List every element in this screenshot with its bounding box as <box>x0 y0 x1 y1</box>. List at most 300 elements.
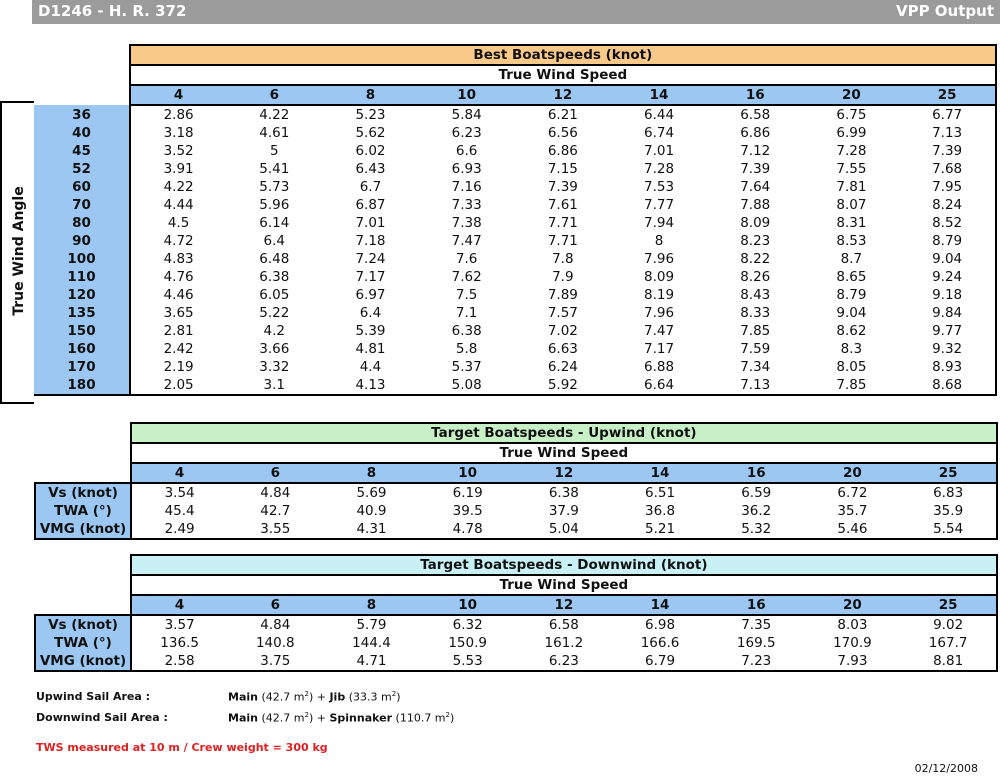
table-cell: 6.51 <box>645 485 676 501</box>
main-area-unit: 2 <box>304 711 309 719</box>
tws-header-row <box>35 595 997 615</box>
measurement-note: TWS measured at 10 m / Crew weight = 300 kg <box>36 741 328 754</box>
tws-column-header: 14 <box>612 463 708 483</box>
best-boatspeeds-table <box>34 44 997 396</box>
table-cell: 9.24 <box>900 268 996 286</box>
table-cell: 5.8 <box>455 341 478 357</box>
row-header: 180 <box>34 376 130 395</box>
table-cell: 8.26 <box>740 269 771 285</box>
table-cell: 36.8 <box>645 503 676 519</box>
downwind-title: Target Boatspeeds - Downwind (knot) <box>131 555 997 575</box>
table-cell: 4.2 <box>263 323 286 339</box>
main-area: (42.7 m <box>261 690 305 704</box>
table-cell: 4.72 <box>163 233 194 249</box>
table-cell: 6.44 <box>644 107 675 123</box>
tws-column-header: 25 <box>901 463 997 483</box>
table-cell: 5 <box>269 143 279 159</box>
table-cell: 7.01 <box>355 215 386 231</box>
table-cell: 9.04 <box>836 305 867 321</box>
table-cell: 42.7 <box>260 503 291 519</box>
tws-column-header: 14 <box>611 85 707 105</box>
row-header: 52 <box>34 160 130 178</box>
table-cell: 5.21 <box>612 520 708 539</box>
table-cell: 7.85 <box>803 376 899 395</box>
table-cell: 7.01 <box>644 143 675 159</box>
table-cell: 7.71 <box>547 233 578 249</box>
table-cell: 4.61 <box>259 125 290 141</box>
table-row <box>34 214 996 232</box>
table-cell: 6.02 <box>355 143 386 159</box>
table-cell: 7.96 <box>644 305 675 321</box>
table-cell: 6.19 <box>452 485 483 501</box>
tws-column-header: 4 <box>131 595 227 615</box>
table-cell: 5.96 <box>259 197 290 213</box>
table-row <box>35 652 997 671</box>
table-cell: 7.55 <box>836 161 867 177</box>
table-cell: 8.19 <box>644 287 675 303</box>
row-header: 110 <box>34 268 130 286</box>
table-cell: 5.41 <box>259 161 290 177</box>
table-cell: 8.79 <box>900 232 996 250</box>
table-row <box>34 250 996 268</box>
table-cell: 6.48 <box>259 251 290 267</box>
tws-column-header: 16 <box>707 85 803 105</box>
table-cell: 8.3 <box>840 341 863 357</box>
table-cell: 6.99 <box>836 125 867 141</box>
tws-column-header: 12 <box>516 595 612 615</box>
table-cell: 6.23 <box>516 652 612 671</box>
table-cell: 4.13 <box>322 376 418 395</box>
table-cell: 4.46 <box>163 287 194 303</box>
table-cell: 4.22 <box>163 179 194 195</box>
table-cell: 169.5 <box>736 635 776 651</box>
row-header: 36 <box>34 105 130 124</box>
main-label: Main <box>228 690 258 704</box>
table-cell: 170.9 <box>833 635 872 651</box>
table-cell: 166.6 <box>640 635 680 651</box>
table-cell: 4.84 <box>260 617 291 633</box>
table-cell: 3.32 <box>259 359 290 375</box>
row-header: 40 <box>34 124 130 142</box>
row-header: 70 <box>34 196 130 214</box>
table-cell: 9.32 <box>900 340 996 358</box>
row-header: 60 <box>34 178 130 196</box>
tws-column-header: 12 <box>515 85 611 105</box>
table-cell: 5.39 <box>355 323 386 339</box>
table-row <box>34 304 996 322</box>
table-cell: 6.38 <box>548 485 579 501</box>
table-cell: 8.09 <box>740 215 771 231</box>
table-cell: 5.73 <box>259 179 290 195</box>
row-header: 80 <box>34 214 130 232</box>
table-cell: 7.9 <box>552 269 574 285</box>
table-cell: 7.16 <box>451 179 482 195</box>
table-cell: 8.68 <box>900 376 996 395</box>
table-cell: 6.05 <box>259 287 290 303</box>
table-cell: 5.08 <box>419 376 515 395</box>
table-cell: 6.58 <box>548 617 579 633</box>
table-cell: 3.18 <box>163 125 194 141</box>
tws-column-header: 12 <box>516 463 612 483</box>
table-cell: 136.5 <box>160 635 199 651</box>
tws-column-header: 8 <box>323 595 419 615</box>
table-cell: 8.43 <box>740 287 771 303</box>
table-cell: 7.68 <box>900 160 996 178</box>
table-cell: 7.13 <box>900 124 996 142</box>
table-cell: 7.94 <box>644 215 675 231</box>
table-cell: 8.09 <box>644 269 675 285</box>
table-cell: 7.57 <box>547 305 578 321</box>
table-cell: 7.77 <box>644 197 675 213</box>
jib-label: Jib <box>329 690 346 704</box>
plus-sign: + <box>316 690 326 704</box>
table-cell: 2.86 <box>163 107 194 123</box>
table-cell: 7.28 <box>836 143 867 159</box>
table-cell: 2.58 <box>131 652 227 671</box>
tws-column-header: 8 <box>322 85 418 105</box>
table-cell: 7.47 <box>451 233 482 249</box>
table-cell: 3.66 <box>259 341 290 357</box>
table-cell: 7.59 <box>740 341 771 357</box>
table-cell: 7.38 <box>451 215 482 231</box>
tws-header-row <box>35 463 997 483</box>
table-cell: 6.38 <box>259 269 290 285</box>
table-cell: 7.95 <box>900 178 996 196</box>
table-cell: 144.4 <box>352 635 391 651</box>
table-cell: 9.02 <box>901 615 997 634</box>
table-row <box>34 196 996 214</box>
table-cell: 7.28 <box>644 161 675 177</box>
table-cell: 4.22 <box>259 107 290 123</box>
main-area-unit: 2 <box>304 690 309 698</box>
true-wind-speed-label: True Wind Speed <box>131 443 997 463</box>
table-cell: 6.4 <box>263 233 286 249</box>
table-cell: 7.24 <box>355 251 386 267</box>
table-row <box>34 268 996 286</box>
table-cell: 5.23 <box>355 107 386 123</box>
table-cell: 2.42 <box>163 341 194 357</box>
table-cell: 6.59 <box>741 485 772 501</box>
table-cell: 3.91 <box>163 161 194 177</box>
row-header: Vs (knot) <box>35 483 131 502</box>
table-cell: 5.84 <box>451 107 482 123</box>
table-row <box>34 358 996 376</box>
spinnaker-label: Spinnaker <box>329 711 393 725</box>
table-cell: 2.19 <box>163 359 194 375</box>
table-row <box>35 483 997 502</box>
table-cell: 8.53 <box>836 233 867 249</box>
tws-column-header: 14 <box>612 595 708 615</box>
table-cell: 7.1 <box>455 305 478 321</box>
table-cell: 6.4 <box>359 305 382 321</box>
table-cell: 7.39 <box>740 161 771 177</box>
table-cell: 8 <box>654 233 664 249</box>
table-cell: 39.5 <box>452 503 483 519</box>
table-row <box>34 124 996 142</box>
table-cell: 40.9 <box>356 503 387 519</box>
table-cell: 7.39 <box>900 142 996 160</box>
title-bar <box>32 0 1000 24</box>
table-cell: 3.1 <box>226 376 322 395</box>
table-cell: 35.9 <box>901 502 997 520</box>
table-cell: 8.31 <box>836 215 867 231</box>
table-cell: 9.84 <box>900 304 996 322</box>
table-row <box>34 105 996 124</box>
table-cell: 4.81 <box>355 341 386 357</box>
row-header: TWA (°) <box>35 502 131 520</box>
table-cell: 6.23 <box>451 125 482 141</box>
tws-column-header: 10 <box>420 595 516 615</box>
row-header: 45 <box>34 142 130 160</box>
table-cell: 7.61 <box>547 197 578 213</box>
spinnaker-area-unit: 2 <box>445 711 450 719</box>
table-cell: 8.07 <box>836 197 867 213</box>
table-cell: 8.62 <box>836 323 867 339</box>
table-cell: 8.05 <box>836 359 867 375</box>
table-cell: 6.98 <box>645 617 676 633</box>
table-cell: 7.23 <box>708 652 804 671</box>
plus-sign: + <box>316 711 326 725</box>
row-header: VMG (knot) <box>35 520 131 539</box>
row-header: 160 <box>34 340 130 358</box>
table-cell: 3.54 <box>164 485 195 501</box>
table-cell: 4.76 <box>163 269 194 285</box>
table-row <box>34 178 996 196</box>
table-cell: 5.32 <box>708 520 804 539</box>
table-row <box>34 322 996 340</box>
upwind-targets-table <box>34 422 998 540</box>
table-cell: 6.77 <box>900 105 996 124</box>
table-cell: 4.78 <box>420 520 516 539</box>
table-cell: 7.64 <box>740 179 771 195</box>
main-area-close: ) <box>308 711 314 725</box>
table-cell: 8.93 <box>900 358 996 376</box>
table-cell: 7.35 <box>741 617 772 633</box>
table-cell: 6.43 <box>355 161 386 177</box>
table-row <box>34 142 996 160</box>
table-cell: 9.18 <box>900 286 996 304</box>
table-cell: 140.8 <box>255 635 295 651</box>
table-cell: 5.69 <box>356 485 387 501</box>
table-cell: 7.12 <box>740 143 771 159</box>
tws-column-header: 10 <box>419 85 515 105</box>
table-cell: 7.53 <box>644 179 675 195</box>
table-cell: 7.89 <box>547 287 578 303</box>
row-header: Vs (knot) <box>35 615 131 634</box>
table-cell: 9.04 <box>900 250 996 268</box>
table-cell: 8.81 <box>901 652 997 671</box>
table-cell: 8.7 <box>840 251 863 267</box>
table-cell: 8.33 <box>740 305 771 321</box>
table-cell: 7.02 <box>547 323 578 339</box>
table-cell: 8.79 <box>836 287 867 303</box>
table-row <box>35 520 997 539</box>
table-cell: 4.71 <box>323 652 419 671</box>
table-cell: 6.88 <box>644 359 675 375</box>
true-wind-speed-label: True Wind Speed <box>130 65 996 85</box>
table-cell: 6.86 <box>740 125 771 141</box>
table-cell: 2.81 <box>163 323 194 339</box>
tws-column-header: 20 <box>804 595 900 615</box>
table-cell: 7.85 <box>740 323 771 339</box>
tws-column-header: 10 <box>420 463 516 483</box>
table-cell: 9.77 <box>900 322 996 340</box>
table-cell: 4.44 <box>163 197 194 213</box>
table-cell: 5.37 <box>451 359 482 375</box>
table-cell: 5.53 <box>420 652 516 671</box>
table-cell: 37.9 <box>548 503 579 519</box>
table-cell: 5.04 <box>516 520 612 539</box>
table-cell: 3.57 <box>164 617 195 633</box>
tws-column-header: 6 <box>226 85 322 105</box>
table-cell: 6.75 <box>836 107 867 123</box>
tws-column-header: 25 <box>901 595 997 615</box>
table-cell: 4.4 <box>359 359 382 375</box>
table-cell: 8.22 <box>740 251 771 267</box>
table-cell: 7.13 <box>707 376 803 395</box>
best-boatspeeds-title: Best Boatspeeds (knot) <box>130 45 996 65</box>
table-cell: 6.87 <box>355 197 386 213</box>
table-cell: 6.97 <box>355 287 386 303</box>
table-cell: 5.92 <box>515 376 611 395</box>
downwind-targets-table <box>34 554 998 672</box>
true-wind-angle-label: True Wind Angle <box>11 186 27 316</box>
table-cell: 6.32 <box>452 617 483 633</box>
table-cell: 4.31 <box>323 520 419 539</box>
row-header: 150 <box>34 322 130 340</box>
table-cell: 6.83 <box>901 483 997 502</box>
table-cell: 3.55 <box>227 520 323 539</box>
table-cell: 6.21 <box>547 107 578 123</box>
table-cell: 6.63 <box>547 341 578 357</box>
table-row <box>35 634 997 652</box>
row-header: TWA (°) <box>35 634 131 652</box>
table-cell: 6.64 <box>611 376 707 395</box>
table-cell: 7.17 <box>355 269 386 285</box>
tws-column-header: 16 <box>708 595 804 615</box>
table-cell: 7.47 <box>644 323 675 339</box>
table-cell: 7.93 <box>804 652 900 671</box>
table-cell: 6.14 <box>259 215 290 231</box>
tws-column-header: 6 <box>227 463 323 483</box>
table-cell: 2.49 <box>131 520 227 539</box>
table-cell: 6.86 <box>547 143 578 159</box>
table-cell: 3.75 <box>227 652 323 671</box>
table-cell: 6.93 <box>451 161 482 177</box>
report-title: VPP Output <box>895 2 994 20</box>
table-cell: 150.9 <box>448 635 487 651</box>
row-header: 135 <box>34 304 130 322</box>
tws-column-header: 6 <box>227 595 323 615</box>
table-cell: 7.88 <box>740 197 771 213</box>
table-cell: 3.52 <box>163 143 194 159</box>
table-cell: 8.03 <box>837 617 868 633</box>
table-cell: 6.6 <box>455 143 478 159</box>
main-area: (42.7 m <box>261 711 305 725</box>
table-cell: 7.62 <box>451 269 482 285</box>
row-header: 100 <box>34 250 130 268</box>
true-wind-angle-axis <box>0 101 34 404</box>
table-cell: 5.22 <box>259 305 290 321</box>
tws-column-header: 8 <box>323 463 419 483</box>
table-cell: 7.71 <box>547 215 578 231</box>
table-cell: 4.83 <box>163 251 194 267</box>
report-date: 02/12/2008 <box>914 762 978 775</box>
jib-area-unit: 2 <box>391 690 397 698</box>
table-cell: 3.65 <box>163 305 194 321</box>
row-header: 170 <box>34 358 130 376</box>
table-row <box>34 286 996 304</box>
true-wind-speed-label: True Wind Speed <box>131 575 997 595</box>
table-row <box>34 376 996 395</box>
table-cell: 5.79 <box>356 617 387 633</box>
upwind-sail-area-value <box>228 690 400 704</box>
table-cell: 4.84 <box>260 485 291 501</box>
upwind-sail-area-label: Upwind Sail Area : <box>36 690 151 703</box>
main-area-close: ) <box>308 690 314 704</box>
table-cell: 7.8 <box>552 251 574 267</box>
table-cell: 35.7 <box>837 503 868 519</box>
table-cell: 6.79 <box>612 652 708 671</box>
tws-column-header: 20 <box>804 463 900 483</box>
table-row <box>34 160 996 178</box>
jib-area: (33.3 m <box>348 690 392 704</box>
document-id: D1246 - H. R. 372 <box>38 2 187 20</box>
upwind-title: Target Boatspeeds - Upwind (knot) <box>131 423 997 443</box>
table-cell: 4.5 <box>167 215 190 231</box>
table-cell: 5.62 <box>355 125 386 141</box>
table-cell: 7.6 <box>455 251 478 267</box>
table-cell: 7.39 <box>547 179 578 195</box>
table-cell: 7.33 <box>451 197 482 213</box>
tws-header-row <box>34 85 996 105</box>
tws-column-header: 4 <box>131 463 227 483</box>
table-cell: 161.2 <box>544 635 584 651</box>
row-header: VMG (knot) <box>35 652 131 671</box>
table-cell: 8.23 <box>740 233 771 249</box>
table-cell: 6.74 <box>644 125 675 141</box>
tws-column-header: 4 <box>130 85 226 105</box>
table-cell: 2.05 <box>130 376 226 395</box>
table-cell: 7.18 <box>355 233 386 249</box>
table-cell: 7.34 <box>740 359 771 375</box>
table-cell: 7.96 <box>644 251 675 267</box>
table-row <box>34 232 996 250</box>
table-cell: 7.15 <box>547 161 578 177</box>
table-cell: 8.65 <box>836 269 867 285</box>
jib-area-close: ) <box>396 690 401 704</box>
table-cell: 8.24 <box>900 196 996 214</box>
tws-column-header: 16 <box>708 463 804 483</box>
table-cell: 6.56 <box>547 125 578 141</box>
table-cell: 36.2 <box>741 503 772 519</box>
downwind-sail-area-value <box>228 711 454 725</box>
table-row <box>35 615 997 634</box>
main-label: Main <box>228 711 258 725</box>
tws-column-header: 25 <box>900 85 996 105</box>
table-cell: 7.17 <box>644 341 675 357</box>
tws-column-header: 20 <box>803 85 899 105</box>
table-cell: 7.81 <box>836 179 867 195</box>
table-row <box>34 340 996 358</box>
table-cell: 6.24 <box>547 359 578 375</box>
downwind-sail-area-label: Downwind Sail Area : <box>36 711 168 724</box>
row-header: 90 <box>34 232 130 250</box>
spinnaker-area: (110.7 m <box>395 711 446 725</box>
spinnaker-area-close: ) <box>450 711 455 725</box>
row-header: 120 <box>34 286 130 304</box>
table-cell: 6.7 <box>359 179 382 195</box>
